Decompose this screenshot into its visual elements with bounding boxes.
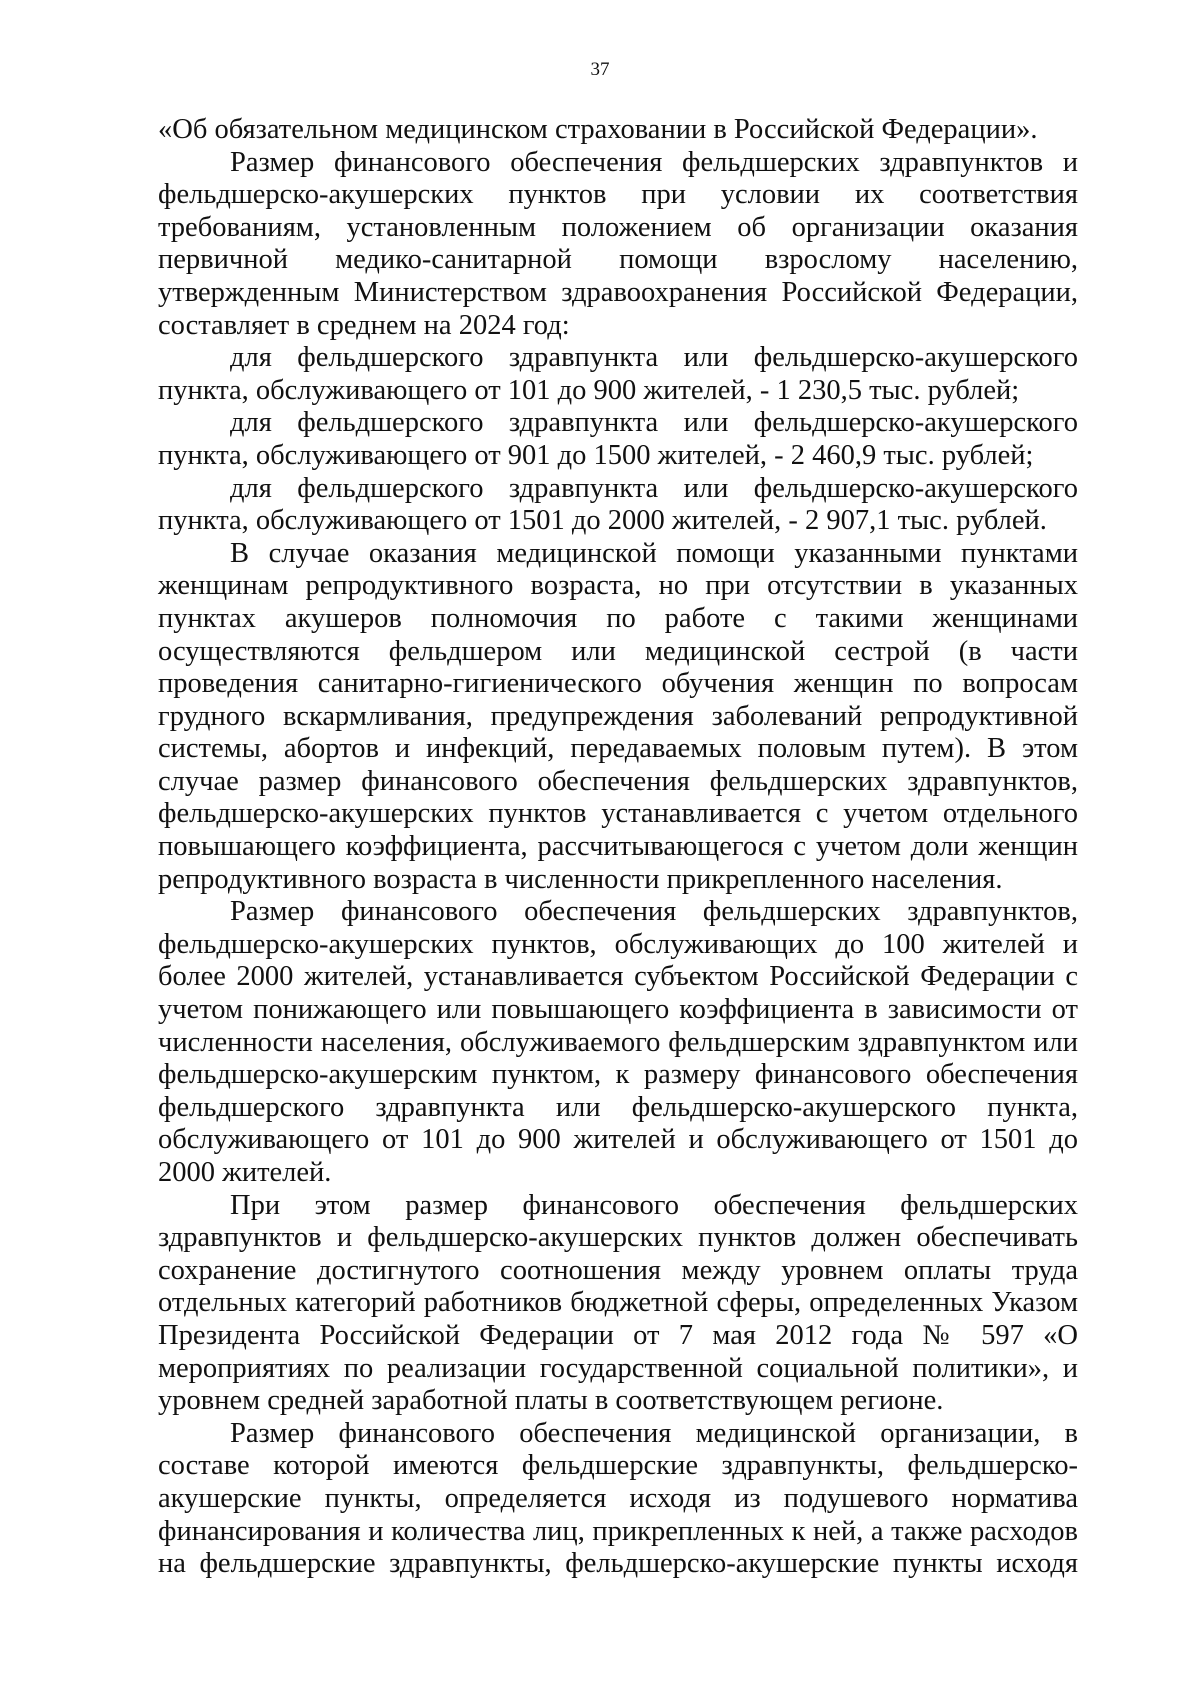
paragraph-tier-901-1500: для фельдшерского здравпункта или фельдшерско-акушерского пункта, обслуживающего от 901 до 1500 жителей, - 2 460,9 тыс. рублей; (158, 407, 1078, 471)
paragraph-salary-ratio: При этом размер финансового обеспечения фельдшерских здравпунктов и фельдшерско-акушерских пунктов должен обеспечивать сохранение достигнутого соотношения между уровнем оплаты труда отдельных категорий работников бюджетной сферы, определенных Указом Президента Российской Федерации от 7 мая 2012 года № 597 «О мероприятиях по реализации государственной социальной политики», и уровнем средней заработной платы в соответствующем регионе. (158, 1189, 1078, 1417)
paragraph-tier-1501-2000: для фельдшерского здравпункта или фельдшерско-акушерского пункта, обслуживающего от 1501 до 2000 жителей, - 2 907,1 тыс. рублей. (158, 472, 1078, 537)
document-body (158, 114, 1078, 1581)
paragraph-funding-size: Размер финансового обеспечения фельдшерских здравпунктов и фельдшерско-акушерских пунктов при условии их соответствия требованиям, установленным положением об организации оказания первичной медико-санитарной помощи взрослому населению, утвержденным Министерством здравоохранения Российской Федерации, составляет в среднем на 2024 год: (158, 146, 1078, 341)
paragraph-law-title-continuation: «Об обязательном медицинском страховании в Российской Федерации». (158, 114, 1038, 145)
page-number: 37 (590, 59, 610, 80)
paragraph-organization-funding: Размер финансового обеспечения медицинской организации, в составе которой имеются фельдшерские здравпункты, фельдшерско-акушерские пункты, определяется исходя из подушевого норматива финансирования и количества лиц, прикрепленных к ней, а также расходов на фельдшерские здравпункты, фельдшерско-акушерские пункты исходя (158, 1417, 1078, 1580)
paragraph-small-large-points: Размер финансового обеспечения фельдшерских здравпунктов, фельдшерско-акушерских пунктов, обслуживающих до 100 жителей и более 2000 жителей, устанавливается субъектом Российской Федерации с учетом понижающего или повышающего коэффициента в зависимости от численности населения, обслуживаемого фельдшерским здравпунктом или фельдшерско-акушерским пунктом, к размеру финансового обеспечения фельдшерского здравпункта или фельдшерско-акушерского пункта, обслуживающего от 101 до 900 жителей и обслуживающего от 1501 до 2000 жителей. (158, 896, 1078, 1188)
paragraph-tier-101-900: для фельдшерского здравпункта или фельдшерско-акушерского пункта, обслуживающего от 101 до 900 жителей, - 1 230,5 тыс. рублей; (158, 342, 1078, 406)
paragraph-reproductive-age-women: В случае оказания медицинской помощи указанными пунктами женщинам репродуктивного возраста, но при отсутствии в указанных пунктах акушеров полномочия по работе с такими женщинами осуществляются фельдшером или медицинской сестрой (в части проведения санитарно-гигиенического обучения женщин по вопросам грудного вскармливания, предупреждения заболеваний репродуктивной системы, абортов и инфекций, передаваемых половым путем). В этом случае размер финансового обеспечения фельдшерских здравпунктов, фельдшерско-акушерских пунктов устанавливается с учетом отдельного повышающего коэффициента, рассчитывающегося с учетом доли женщин репродуктивного возраста в численности прикрепленного населения. (158, 537, 1078, 895)
